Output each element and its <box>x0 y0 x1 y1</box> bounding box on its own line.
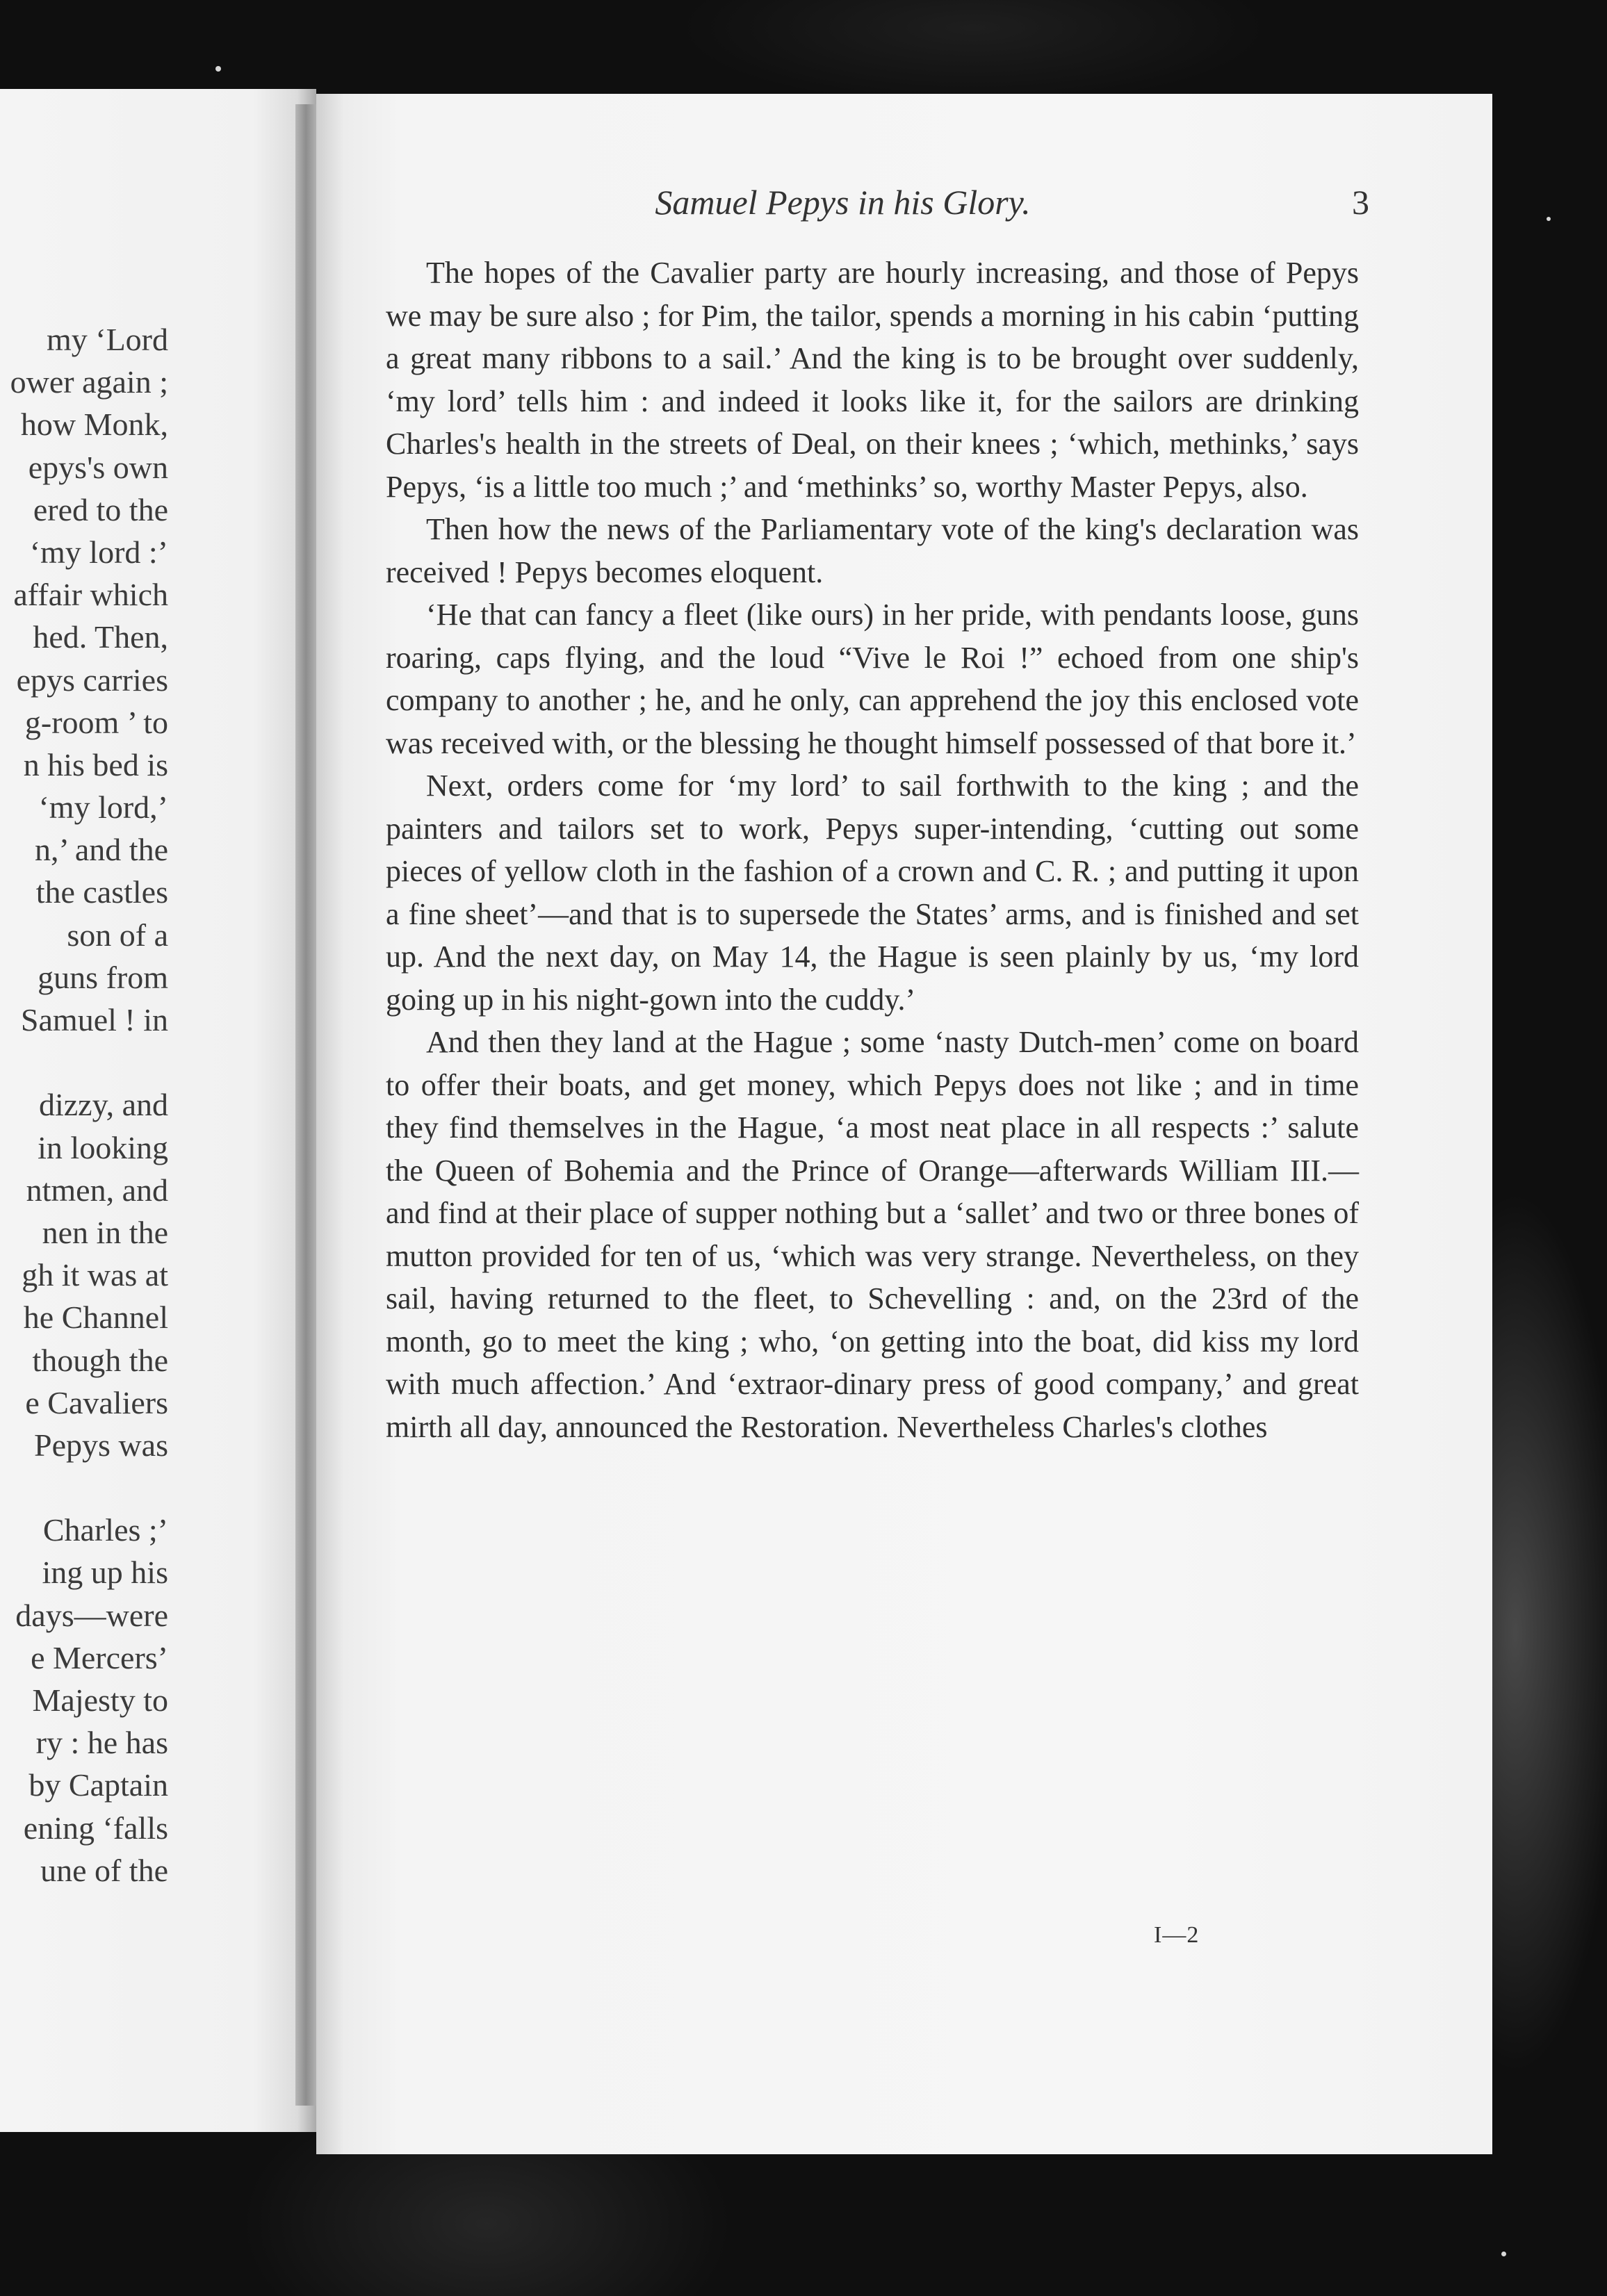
facing-page-line: Charles ;’ <box>42 1512 168 1548</box>
facing-page-line: epys's own <box>28 449 168 485</box>
facing-page-line: affair which <box>13 577 168 613</box>
running-title: Samuel Pepys in his Glory. <box>655 183 1031 222</box>
facing-page-line: ening ‘falls <box>23 1810 168 1846</box>
facing-page <box>0 89 316 2132</box>
facing-page-line: n,’ and the <box>34 832 168 868</box>
facing-page-line: ry : he has <box>35 1725 168 1761</box>
facing-page-line: ing up his <box>42 1555 168 1591</box>
facing-page-line: e Mercers’ <box>31 1639 168 1675</box>
facing-page-line: hed. Then, <box>33 619 168 655</box>
facing-page-line: ntmen, and <box>26 1172 168 1208</box>
page-number: 3 <box>1352 183 1369 222</box>
facing-page-line: son of a <box>67 917 168 953</box>
facing-page-line: g-room ’ to <box>24 704 168 740</box>
facing-page-line: guns from <box>38 959 168 995</box>
paragraph: Next, orders come for ‘my lord’ to sail forthwith to the king ; and the painters and tailors set to work, Pepys super-intending, ‘cutting out some pieces of yellow cloth in the fashion of a crown and C. R. ; and putting it upon a fine sheet’—and that is to supersede the States’ arms, and is finished and set up. And the next day, on May 14, the Hague is seen plainly by us, ‘my lord going up in his night-gown into the cuddy.’ <box>386 769 1359 1017</box>
dust-speck <box>215 66 221 72</box>
facing-page-line: ‘my lord,’ <box>38 789 168 826</box>
facing-page-line: Majesty to <box>32 1682 168 1718</box>
body-text <box>386 252 1359 1448</box>
signature-mark: I—2 <box>1154 1922 1200 1948</box>
dust-speck <box>1501 2252 1506 2256</box>
facing-page-line: my ‘Lord <box>46 322 168 357</box>
facing-page-line: in looking <box>38 1129 168 1165</box>
facing-page-line: gh it was at <box>22 1257 168 1293</box>
facing-page-line: he Channel <box>23 1299 168 1336</box>
facing-page-line: by Captain <box>28 1767 168 1803</box>
facing-page-line: dizzy, and <box>38 1087 168 1123</box>
facing-page-line: ‘my lord :’ <box>29 534 168 570</box>
facing-page-line: nen in the <box>42 1214 168 1250</box>
facing-page-line: n his bed is <box>23 746 168 782</box>
facing-page-line: Samuel ! in <box>20 1002 168 1038</box>
facing-page-line: une of the <box>40 1852 168 1888</box>
facing-page-gap <box>0 1466 168 1509</box>
paragraph: ‘He that can fancy a fleet (like ours) in her pride, with pendants loose, guns roaring, caps flying, and the loud “Vive le Roi !” echoed from one ship's company to another ; he, and he only, can apprehend the joy this enclosed vote was received with, or the blessing he thought himself possessed of that bore it.’ <box>386 598 1359 760</box>
facing-page-line: e Cavaliers <box>25 1384 168 1420</box>
facing-page-line: the castles <box>35 874 168 910</box>
dust-speck <box>1547 217 1551 221</box>
page-header <box>316 182 1369 231</box>
facing-page-line: days—were <box>15 1597 168 1633</box>
facing-page-text <box>0 318 168 1892</box>
paragraph: And then they land at the Hague ; some ‘nasty Dutch-men’ come on board to offer their boats, and get money, which Pepys does not like ; and in time they find themselves in the Hague, ‘a most neat place in all respects :’ salute the Queen of Bohemia and the Prince of Orange—afterwards William III.—and find at their place of supper nothing but a ‘sallet’ and two or three bones of mutton provided for ten of us, ‘which was very strange. Nevertheless, on they sail, having returned to the fleet, to Schevelling : and, on the 23rd of the month, go to meet the king ; who, ‘on getting into the boat, did kiss my lord with much affection.’ And ‘extraor-dinary press of good company,’ and great mirth all day, announced the Restoration. Nevertheless Charles's clothes <box>386 1025 1359 1444</box>
facing-page-line: though the <box>32 1342 168 1378</box>
paragraph: The hopes of the Cavalier party are hourly increasing, and those of Pepys we may be sure also ; for Pim, the tailor, spends a morning in his cabin ‘putting a great many ribbons to a sail.’ And the king is to be brought over suddenly, ‘my lord’ tells him : and indeed it looks like it, for the sailors are drinking Charles's health in the streets of Deal, on their knees ; ‘which, methinks,’ says Pepys, ‘is a little too much ;’ and ‘methinks’ so, worthy Master Pepys, also. <box>386 256 1359 504</box>
facing-page-line: Pepys was <box>34 1427 168 1463</box>
facing-page-line: ower again ; <box>10 364 168 400</box>
paragraph: Then how the news of the Parliamentary vote of the king's declaration was received ! Pepys becomes eloquent. <box>386 512 1359 589</box>
facing-page-line: how Monk, <box>20 407 168 443</box>
facing-page-gap <box>0 1041 168 1083</box>
facing-page-line: epys carries <box>16 662 168 698</box>
facing-page-line: ered to the <box>33 491 168 527</box>
